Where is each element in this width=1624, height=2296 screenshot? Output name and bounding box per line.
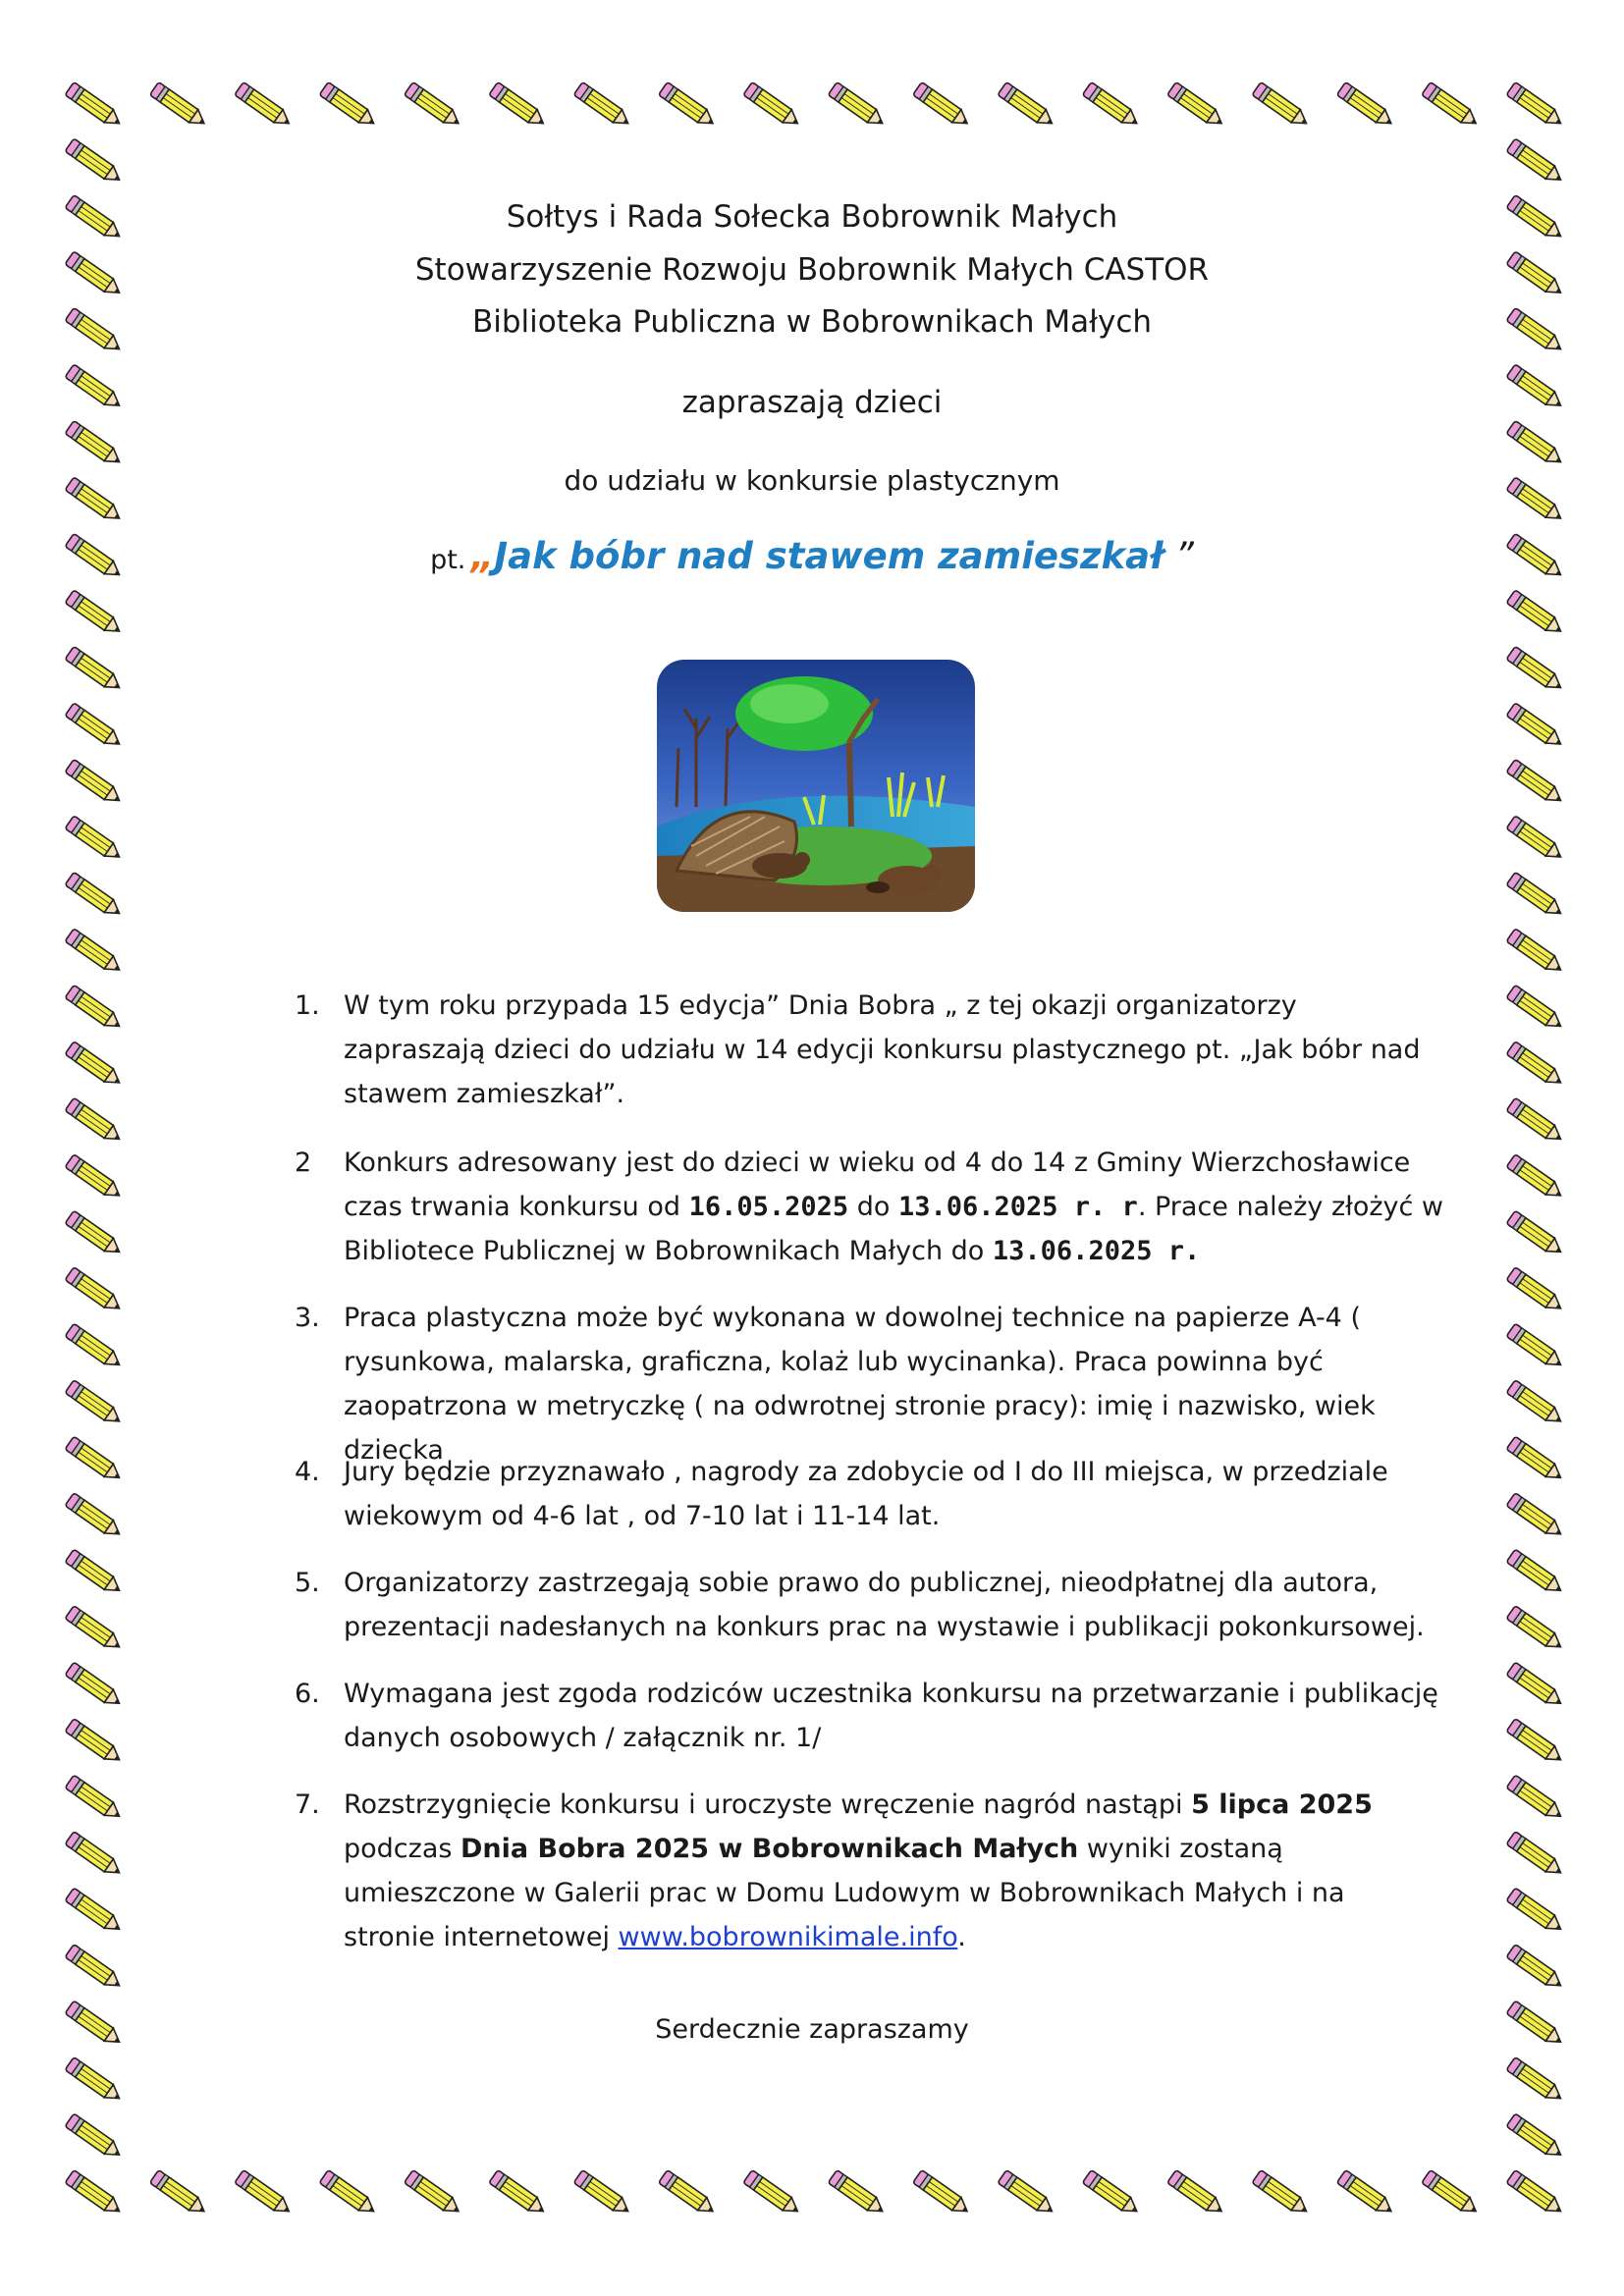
- list-item: [295, 1672, 1443, 1760]
- pencil-icon: [1506, 1267, 1565, 1315]
- pencil-icon: [1506, 1606, 1565, 1654]
- list-item-number: 3.: [295, 1303, 320, 1333]
- invite-line-2: do udziału w konkursie plastycznym: [564, 464, 1060, 497]
- pencil-icon: [405, 2170, 463, 2218]
- pencil-icon: [149, 2170, 208, 2218]
- pencil-icon: [489, 82, 548, 131]
- pencil-icon: [659, 2170, 718, 2218]
- pencil-icon: [65, 1436, 124, 1484]
- pencil-icon: [65, 1380, 124, 1428]
- pencil-icon: [65, 1549, 124, 1597]
- beaver-pond-illustration: [657, 660, 975, 912]
- pencil-icon: [1167, 2170, 1226, 2218]
- pencil-icon: [1506, 2170, 1565, 2218]
- organizer-line-2: Stowarzyszenie Rozwoju Bobrownik Małych CASTOR: [414, 252, 1210, 288]
- pencil-icon: [1422, 2170, 1481, 2218]
- pencil-icon: [65, 1832, 124, 1880]
- pencil-icon: [1506, 646, 1565, 694]
- pencil-icon: [65, 1719, 124, 1767]
- pencil-icon: [65, 816, 124, 864]
- pencil-icon: [1506, 1662, 1565, 1710]
- pencil-icon: [319, 2170, 378, 2218]
- pencil-icon: [65, 1493, 124, 1541]
- list-item-text: W tym roku przypada 15 edycja” Dnia Bobra „ z tej okazji organizatorzy zapraszają dzieci do udziału w 14 edycji konkursu plastycznego pt. „Jak bóbr nad stawem zamieszkał”.: [344, 990, 1421, 1109]
- pencil-icon: [235, 2170, 294, 2218]
- pencil-icon: [1506, 1493, 1565, 1541]
- pencil-icon: [65, 82, 124, 131]
- pencil-icon: [65, 1888, 124, 1936]
- pencil-icon: [1506, 1154, 1565, 1202]
- pencil-icon: [1252, 82, 1311, 131]
- end-date: 13.06.2025 r. r: [897, 1192, 1138, 1222]
- pencil-icon: [1506, 1719, 1565, 1767]
- list-item-text: [344, 1783, 1443, 1959]
- event-name: Dnia Bobra 2025 w Bobrownikach Małych: [460, 1834, 1079, 1864]
- pencil-icon: [65, 1210, 124, 1258]
- pencil-icon: [65, 2113, 124, 2162]
- pencil-icon: [65, 1154, 124, 1202]
- list-item-text: Organizatorzy zastrzegają sobie prawo do publicznej, nieodpłatnej dla autora, prezentacji nadesłanych na konkurs prac na wystawie i publikacji pokonkursowej.: [344, 1568, 1425, 1642]
- list-item: [295, 1141, 1443, 1273]
- pencil-icon: [1506, 1945, 1565, 1993]
- pencil-icon: [1167, 82, 1226, 131]
- pencil-icon: [1336, 2170, 1395, 2218]
- pencil-icon: [1506, 929, 1565, 977]
- pencil-icon: [998, 2170, 1056, 2218]
- pencil-icon: [828, 82, 887, 131]
- pencil-icon: [828, 2170, 887, 2218]
- ceremony-date: 5 lipca 2025: [1191, 1789, 1373, 1820]
- pencil-icon: [65, 1662, 124, 1710]
- text-run: do: [848, 1192, 898, 1222]
- pencil-icon: [1506, 590, 1565, 638]
- pencil-icon: [1506, 1888, 1565, 1936]
- pencil-icon: [65, 1323, 124, 1371]
- text-run: wyniki zostaną umieszczone w Galerii prac w Domu Ludowym w Bobrownikach Małych i na stronie internetowej: [344, 1834, 1345, 1952]
- list-item-number: 7.: [295, 1789, 320, 1820]
- pencil-icon: [1506, 1097, 1565, 1146]
- pencil-icon: [1082, 82, 1141, 131]
- list-item-text: Praca plastyczna może być wykonana w dowolnej technice na papierze A-4 ( rysunkowa, malarska, graficzna, kolaż lub wycinanka). Praca powinna być zaopatrzona w metryczkę ( na odwrotnej stronie pracy): imię i nazwisko, wiek dziecka: [344, 1303, 1376, 1466]
- pencil-icon: [1506, 759, 1565, 807]
- list-item-text: [344, 1141, 1443, 1273]
- pencil-icon: [998, 82, 1056, 131]
- pencil-icon: [235, 82, 294, 131]
- pencil-icon: [319, 82, 378, 131]
- pencil-icon: [1506, 1549, 1565, 1597]
- pencil-icon: [149, 82, 208, 131]
- pencil-icon: [405, 82, 463, 131]
- pencil-icon: [1422, 82, 1481, 131]
- text-run: .: [957, 1922, 966, 1952]
- invite-line: zapraszają dzieci: [681, 385, 943, 420]
- pencil-icon: [65, 1945, 124, 1993]
- list-item-number: 2: [295, 1148, 312, 1178]
- list-item: [295, 1783, 1443, 1959]
- closing-line: Serdecznie zapraszamy: [655, 2014, 969, 2045]
- website-link[interactable]: www.bobrownikimale.info: [618, 1922, 958, 1952]
- pencil-icon: [913, 82, 972, 131]
- pencil-icon: [65, 703, 124, 751]
- pencil-icon: [1506, 816, 1565, 864]
- start-date: 16.05.2025: [688, 1192, 849, 1222]
- pencil-icon: [1336, 82, 1395, 131]
- pencil-icon: [743, 2170, 802, 2218]
- pencil-icon: [65, 929, 124, 977]
- pencil-icon: [659, 82, 718, 131]
- pencil-icon: [1506, 2113, 1565, 2162]
- pencil-icon: [1506, 703, 1565, 751]
- pencil-icon: [65, 138, 124, 187]
- contest-title: [0, 535, 1624, 577]
- pencil-icon: [1506, 2057, 1565, 2106]
- list-item-number: 6.: [295, 1679, 320, 1709]
- pencil-icon: [573, 82, 632, 131]
- text-run: podczas: [344, 1834, 461, 1864]
- pencil-icon: [1506, 1380, 1565, 1428]
- pencil-icon: [65, 985, 124, 1033]
- list-item: [295, 1296, 1443, 1472]
- list-item-number: 5.: [295, 1568, 320, 1598]
- pencil-icon: [65, 1606, 124, 1654]
- list-item-text: Jury będzie przyznawało , nagrody za zdobycie od I do III miejsca, w przedziale wiekowym od 4-6 lat , od 7-10 lat i 11-14 lat.: [344, 1457, 1388, 1531]
- pencil-icon: [65, 1775, 124, 1823]
- list-item: [295, 1450, 1443, 1538]
- pencil-icon: [1506, 1775, 1565, 1823]
- pencil-icon: [65, 2057, 124, 2106]
- pencil-icon: [65, 2170, 124, 2218]
- organizer-line-1: Sołtys i Rada Sołecka Bobrownik Małych: [506, 199, 1118, 235]
- pencil-icon: [65, 420, 124, 468]
- text-run: . Prace należy złożyć w Bibliotece Publicznej w Bobrownikach Małych do: [344, 1192, 1444, 1266]
- pencil-icon: [1252, 2170, 1311, 2218]
- list-item: [295, 984, 1443, 1116]
- list-item-number: 1.: [295, 990, 320, 1021]
- list-item-text: Wymagana jest zgoda rodziców uczestnika konkursu na przetwarzanie i publikację danych osobowych / załącznik nr. 1/: [344, 1679, 1438, 1753]
- pencil-icon: [913, 2170, 972, 2218]
- text-run: Rozstrzygnięcie konkursu i uroczyste wręczenie nagród nastąpi: [344, 1789, 1192, 1820]
- pencil-icon: [1506, 420, 1565, 468]
- pencil-icon: [65, 1041, 124, 1090]
- title-open-quote: „: [470, 535, 495, 577]
- organizer-line-3: Biblioteka Publiczna w Bobrownikach Małych: [471, 304, 1153, 340]
- pencil-icon: [1506, 1041, 1565, 1090]
- title-prefix: pt.: [430, 545, 466, 575]
- pencil-icon: [1506, 872, 1565, 920]
- pencil-icon: [743, 82, 802, 131]
- pencil-icon: [65, 646, 124, 694]
- list-item: [295, 1561, 1443, 1649]
- pencil-icon: [1082, 2170, 1141, 2218]
- title-close-quote: ”: [1163, 535, 1194, 577]
- pencil-icon: [65, 759, 124, 807]
- pencil-icon: [489, 2170, 548, 2218]
- pencil-icon: [65, 590, 124, 638]
- submission-date: 13.06.2025 r.: [992, 1236, 1201, 1266]
- pencil-icon: [1506, 1436, 1565, 1484]
- pencil-icon: [1506, 985, 1565, 1033]
- pencil-icon: [65, 1097, 124, 1146]
- pencil-icon: [1506, 82, 1565, 131]
- pencil-icon: [1506, 1210, 1565, 1258]
- pencil-icon: [573, 2170, 632, 2218]
- pencil-icon: [1506, 138, 1565, 187]
- text-run: Konkurs adresowany jest do dzieci w wieku od 4 do 14 z Gminy Wierzchosławice czas trwania konkursu od: [344, 1148, 1411, 1222]
- pencil-icon: [1506, 1832, 1565, 1880]
- title-text: Jak bóbr nad stawem zamieszkał: [494, 535, 1164, 577]
- pencil-icon: [1506, 1323, 1565, 1371]
- pencil-icon: [65, 872, 124, 920]
- pencil-icon: [65, 1267, 124, 1315]
- list-item-number: 4.: [295, 1457, 320, 1487]
